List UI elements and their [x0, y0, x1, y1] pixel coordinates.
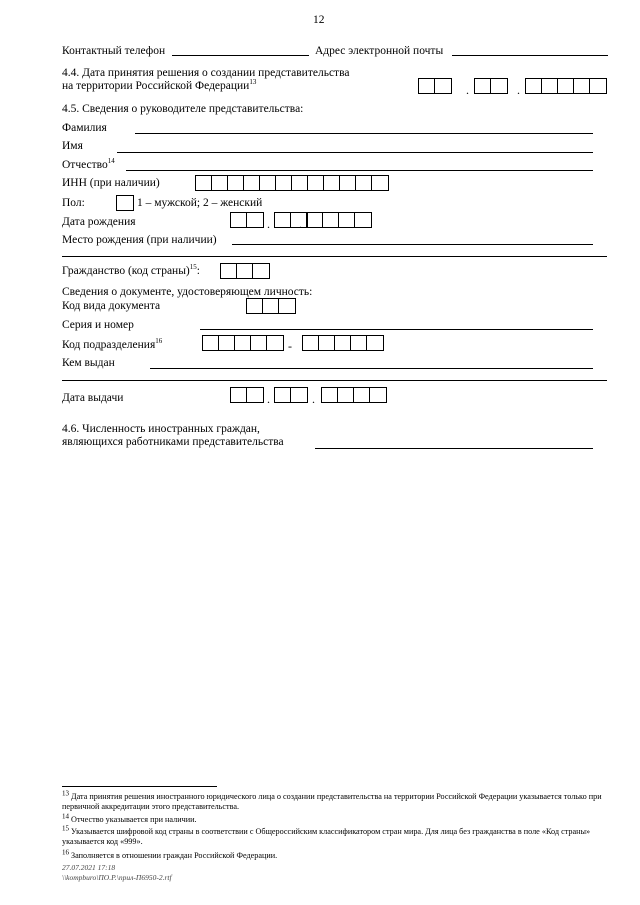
footnote-ref-13: 13: [249, 78, 257, 87]
footnote-14: $^{14}$ Отчество указывается при наличии.: [62, 812, 197, 824]
issue-date-label: Дата выдачи: [62, 392, 124, 404]
date-separator: .: [267, 217, 270, 231]
inn-label: ИНН (при наличии): [62, 177, 160, 189]
citizenship-field[interactable]: [220, 263, 270, 279]
patronymic-label: Отчество$^{14}$: [62, 157, 115, 171]
s46-line2: являющихся работниками представительства: [62, 436, 284, 448]
date-separator: .: [312, 392, 315, 406]
series-number-label: Серия и номер: [62, 319, 134, 331]
name-field[interactable]: [117, 152, 593, 153]
decision-date-year[interactable]: [525, 78, 607, 94]
date-separator: .: [517, 83, 520, 97]
name-label: Имя: [62, 140, 83, 152]
stamp-path: \\kompburo\ПО.Р.\прил-П6950-2.rtf: [62, 873, 172, 882]
sex-options: 1 – мужской; 2 – женский: [137, 197, 263, 209]
doc-type-field[interactable]: [246, 298, 296, 314]
foreign-employees-field[interactable]: [315, 448, 593, 449]
footnote-ref-14: 14: [107, 157, 115, 166]
email-label: Адрес электронной почты: [315, 45, 444, 57]
s46-line1: 4.6. Численность иностранных граждан,: [62, 423, 260, 435]
issue-date-year[interactable]: [321, 387, 387, 403]
birth-date-day[interactable]: [230, 212, 264, 228]
s44-line1: 4.4. Дата принятия решения о создании представительства: [62, 67, 350, 79]
birth-place-label: Место рождения (при наличии): [62, 234, 217, 246]
sex-label: Пол:: [62, 197, 85, 209]
footnote-separator: [62, 786, 217, 787]
birth-date-year[interactable]: [306, 212, 372, 228]
surname-field[interactable]: [135, 133, 593, 134]
stamp-date: 27.07.2021 17:18: [62, 863, 116, 872]
decision-date-day[interactable]: [418, 78, 452, 94]
footnote-ref-16: 16: [155, 337, 163, 346]
section-divider: [62, 380, 607, 381]
citizenship-label: Гражданство (код страны)$^{15}$:: [62, 263, 200, 277]
footnote-15: $^{15}$ Указывается шифровой код страны в соответствии с Общероссийским классификатором стран мира. Для лица без гражданства в поле «Код страны» указывается код «999».: [62, 824, 591, 846]
issue-date-day[interactable]: [230, 387, 264, 403]
division-code-part2[interactable]: [302, 335, 384, 351]
sex-field[interactable]: [116, 195, 134, 211]
page-number: 12: [313, 14, 325, 26]
id-doc-label: Сведения о документе, удостоверяющем личность:: [62, 286, 313, 298]
patronymic-field[interactable]: [126, 170, 593, 171]
footnote-ref-15: 15: [189, 263, 197, 272]
issued-by-label: Кем выдан: [62, 357, 115, 369]
phone-field[interactable]: [172, 55, 309, 56]
issued-by-field[interactable]: [150, 368, 593, 369]
phone-label: Контактный телефон: [62, 45, 166, 57]
footnote-13: $^{13}$ Дата принятия решения иностранного юридического лица о создании представительства на территории Российской Федерации указывается только при первичной аккредитации этого представительства.: [62, 789, 602, 811]
birth-date-label: Дата рождения: [62, 216, 136, 228]
series-number-field[interactable]: [200, 329, 593, 330]
s45-title: 4.5. Сведения о руководителе представительства:: [62, 103, 304, 115]
doc-type-label: Код вида документа: [62, 300, 161, 312]
surname-label: Фамилия: [62, 122, 107, 134]
inn-field[interactable]: [195, 175, 389, 191]
date-separator: .: [299, 217, 302, 231]
footnote-16: $^{16}$ Заполняется в отношении граждан Российской Федерации.: [62, 848, 278, 860]
issue-date-month[interactable]: [274, 387, 308, 403]
date-separator: .: [267, 392, 270, 406]
birth-place-field[interactable]: [232, 244, 593, 245]
s44-line2: на территории Российской Федерации$^{13}$: [62, 78, 257, 92]
birth-date-month[interactable]: [274, 212, 308, 231]
division-code-label: Код подразделения$^{16}$: [62, 337, 163, 351]
date-separator: .: [466, 83, 469, 97]
section-divider: [62, 256, 607, 257]
division-code-part1[interactable]: [202, 335, 284, 351]
email-field[interactable]: [452, 55, 608, 56]
dash-separator: -: [288, 339, 292, 353]
decision-date-month[interactable]: [474, 78, 508, 94]
